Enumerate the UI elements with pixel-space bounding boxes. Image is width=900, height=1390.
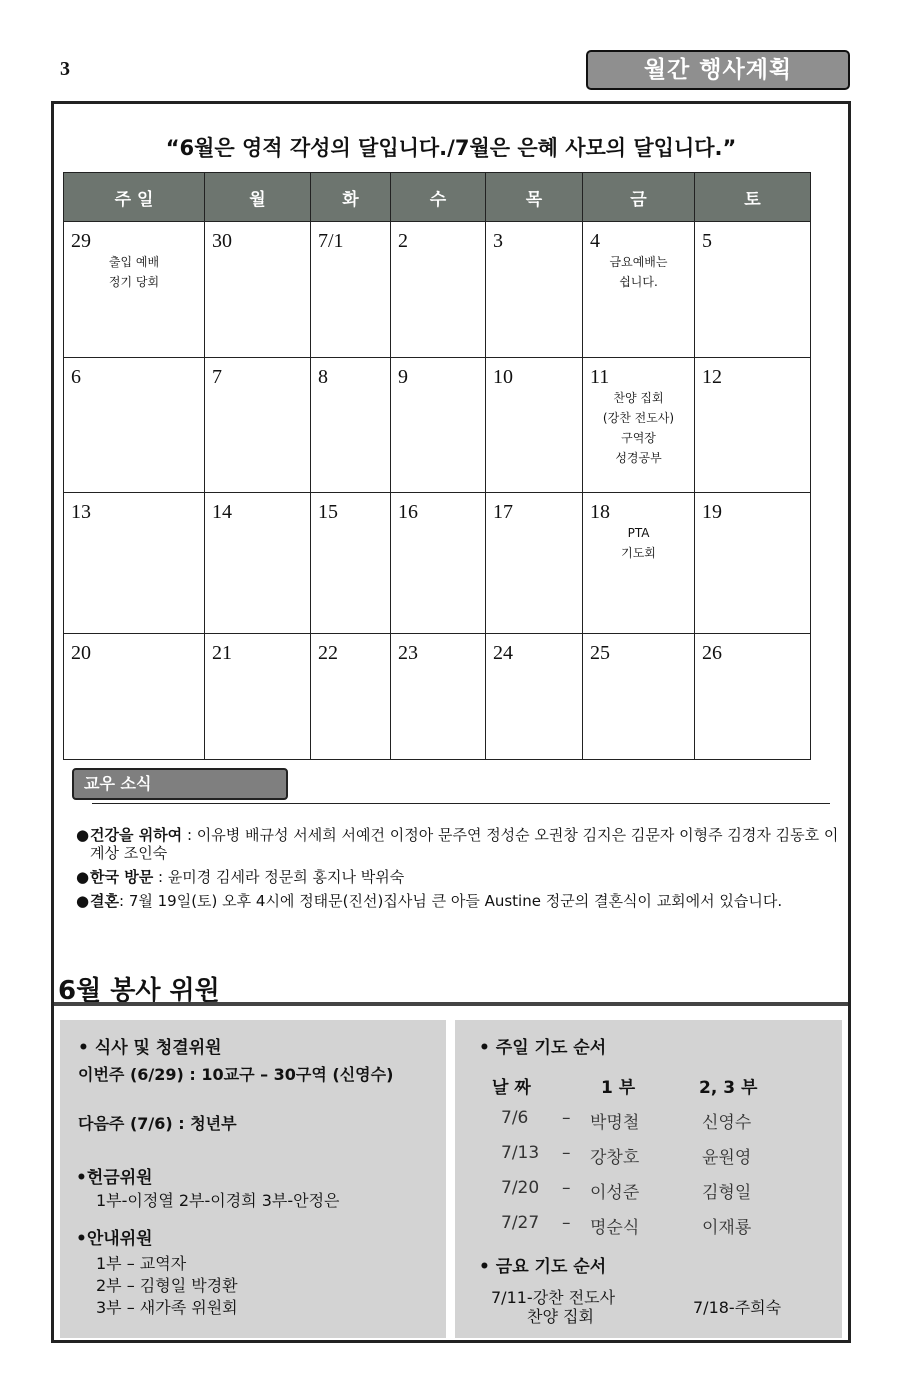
calendar-day-cell bbox=[391, 493, 486, 634]
event-line: 찬양 집회 bbox=[613, 391, 664, 405]
calendar-day-cell bbox=[695, 493, 811, 634]
weekday-tue: 화 bbox=[311, 173, 391, 222]
day-number: 10 bbox=[493, 366, 513, 388]
service-committee-title: 6월 봉사 위원 bbox=[58, 976, 220, 1006]
weekday-thu: 목 bbox=[486, 173, 583, 222]
prayer-first-service: 박명철 bbox=[590, 1113, 640, 1133]
calendar-day-cell bbox=[583, 493, 695, 634]
calendar-day-cell bbox=[486, 358, 583, 493]
calendar-day-cell bbox=[695, 634, 811, 760]
calendar-day-cell bbox=[311, 634, 391, 760]
day-number: 11 bbox=[590, 366, 610, 388]
calendar bbox=[63, 172, 811, 760]
prayer-date: 7/6 bbox=[501, 1108, 529, 1128]
day-number: 29 bbox=[71, 230, 91, 252]
calendar-week bbox=[64, 493, 811, 634]
event-line: 기도회 bbox=[621, 546, 656, 560]
prayer-row bbox=[455, 1143, 842, 1167]
day-number: 13 bbox=[71, 501, 91, 523]
calendar-day-cell bbox=[391, 222, 486, 358]
monthly-theme: “6월은 영적 각성의 달입니다./7월은 은혜 사모의 달입니다.” bbox=[165, 136, 737, 160]
prayer-date: 7/20 bbox=[501, 1178, 540, 1198]
calendar-day-cell bbox=[486, 634, 583, 760]
day-number: 26 bbox=[702, 642, 722, 664]
calendar-day-cell bbox=[583, 222, 695, 358]
divider bbox=[54, 1002, 848, 1006]
prayer-row bbox=[455, 1213, 842, 1237]
calendar-weekday-header bbox=[64, 173, 811, 222]
day-number: 22 bbox=[318, 642, 338, 664]
news-text: 윤미경 김세라 정문희 홍지나 박위숙 bbox=[167, 868, 405, 886]
offering-members: 1부-이정열 2부-이경희 3부-안정은 bbox=[96, 1191, 340, 1210]
bullet-icon: ● bbox=[76, 892, 90, 910]
news-item-wedding bbox=[76, 892, 841, 910]
weekday-sun: 주 일 bbox=[64, 173, 205, 222]
friday-prayer-1-note: 찬양 집회 bbox=[527, 1307, 594, 1326]
prayer-second-third-service: 윤원영 bbox=[702, 1148, 752, 1168]
calendar-day-cell bbox=[391, 634, 486, 760]
column-second-third-service: 2, 3 부 bbox=[699, 1078, 758, 1098]
prayer-dash: – bbox=[562, 1108, 571, 1128]
event-line: PTA bbox=[627, 526, 650, 540]
news-text: 이유병 배규성 서세희 서예건 이정아 문주연 정성순 오권창 김지은 김문자 이형주 김경자 김동호 이계상 조인숙 bbox=[90, 826, 839, 862]
day-number: 14 bbox=[212, 501, 232, 523]
weekday-fri: 금 bbox=[583, 173, 695, 222]
bullet-icon: ● bbox=[76, 868, 90, 886]
page-number: 3 bbox=[60, 58, 70, 80]
content-frame bbox=[51, 101, 851, 1343]
day-number: 24 bbox=[493, 642, 513, 664]
offering-heading: •헌금위원 bbox=[76, 1168, 153, 1188]
day-events bbox=[583, 252, 694, 292]
church-news-list bbox=[76, 826, 841, 916]
news-item-health bbox=[76, 826, 841, 862]
prayer-row bbox=[455, 1108, 842, 1132]
weekday-mon: 월 bbox=[205, 173, 311, 222]
prayer-row bbox=[455, 1178, 842, 1202]
calendar-day-cell bbox=[64, 358, 205, 493]
day-number: 6 bbox=[71, 366, 81, 388]
usher-heading: •안내위원 bbox=[76, 1229, 153, 1249]
day-number: 25 bbox=[590, 642, 610, 664]
prayer-second-third-service: 이재룡 bbox=[702, 1218, 752, 1238]
column-date: 날 짜 bbox=[492, 1078, 531, 1098]
calendar-day-cell bbox=[64, 222, 205, 358]
day-number: 2 bbox=[398, 230, 408, 252]
day-number: 30 bbox=[212, 230, 232, 252]
event-line: 출입 예배 bbox=[108, 255, 160, 269]
day-number: 5 bbox=[702, 230, 712, 252]
prayer-dash: – bbox=[562, 1178, 571, 1198]
calendar-day-cell bbox=[583, 634, 695, 760]
day-events bbox=[583, 388, 694, 468]
divider bbox=[92, 803, 830, 804]
day-number: 17 bbox=[493, 501, 513, 523]
section-header: 월간 행사계획 bbox=[586, 50, 850, 90]
friday-prayer-1: 7/11-강찬 전도사 bbox=[491, 1288, 616, 1307]
day-number: 19 bbox=[702, 501, 722, 523]
news-sep: : bbox=[153, 868, 168, 886]
usher-3: 3부 – 새가족 위원회 bbox=[96, 1298, 238, 1317]
usher-1: 1부 – 교역자 bbox=[96, 1254, 187, 1273]
day-number: 18 bbox=[590, 501, 610, 523]
calendar-week bbox=[64, 358, 811, 493]
event-line: (강찬 전도사) bbox=[602, 411, 675, 425]
day-number: 16 bbox=[398, 501, 418, 523]
friday-prayer-2: 7/18-주희숙 bbox=[693, 1298, 782, 1317]
event-line: 정기 당회 bbox=[108, 275, 160, 289]
friday-prayer-heading: • 금요 기도 순서 bbox=[479, 1257, 607, 1277]
calendar-day-cell bbox=[64, 493, 205, 634]
calendar-day-cell bbox=[391, 358, 486, 493]
day-number: 3 bbox=[493, 230, 503, 252]
prayer-date: 7/27 bbox=[501, 1213, 540, 1233]
usher-2: 2부 – 김형일 박경환 bbox=[96, 1276, 238, 1295]
news-item-korea-visit bbox=[76, 868, 841, 886]
calendar-day-cell bbox=[205, 222, 311, 358]
news-sep: : bbox=[118, 892, 129, 910]
prayer-first-service: 강창호 bbox=[590, 1148, 640, 1168]
event-line: 구역장 bbox=[621, 431, 656, 445]
calendar-week bbox=[64, 634, 811, 760]
calendar-day-cell bbox=[486, 493, 583, 634]
calendar-day-cell bbox=[311, 358, 391, 493]
sunday-prayer-heading: • 주일 기도 순서 bbox=[479, 1038, 607, 1058]
prayer-second-third-service: 신영수 bbox=[702, 1113, 752, 1133]
news-sep: : bbox=[182, 826, 197, 844]
day-number: 23 bbox=[398, 642, 418, 664]
calendar-day-cell bbox=[64, 634, 205, 760]
day-number: 7 bbox=[212, 366, 222, 388]
prayer-second-third-service: 김형일 bbox=[702, 1183, 752, 1203]
news-key: 건강을 위하여 bbox=[90, 826, 183, 844]
calendar-day-cell bbox=[311, 222, 391, 358]
column-first-service: 1 부 bbox=[601, 1078, 636, 1098]
calendar-day-cell bbox=[695, 222, 811, 358]
calendar-day-cell bbox=[205, 358, 311, 493]
news-key: 결혼 bbox=[90, 892, 119, 910]
committee-box bbox=[60, 1020, 446, 1338]
calendar-day-cell bbox=[583, 358, 695, 493]
day-events bbox=[583, 523, 694, 563]
day-number: 9 bbox=[398, 366, 408, 388]
calendar-day-cell bbox=[311, 493, 391, 634]
event-line: 금요예배는 bbox=[609, 255, 668, 269]
prayer-first-service: 명순식 bbox=[590, 1218, 640, 1238]
calendar-day-cell bbox=[695, 358, 811, 493]
day-number: 4 bbox=[590, 230, 600, 252]
news-text: 7월 19일(토) 오후 4시에 정태문(진선)집사님 큰 아들 Austine 정군의 결혼식이 교회에서 있습니다. bbox=[128, 892, 783, 910]
event-line: 쉽니다. bbox=[619, 275, 658, 289]
day-number: 12 bbox=[702, 366, 722, 388]
calendar-week bbox=[64, 222, 811, 358]
weekday-sat: 토 bbox=[695, 173, 811, 222]
meal-next-week: 다음주 (7/6) : 청년부 bbox=[78, 1114, 237, 1133]
day-number: 15 bbox=[318, 501, 338, 523]
event-line: 성경공부 bbox=[615, 451, 662, 465]
prayer-first-service: 이성준 bbox=[590, 1183, 640, 1203]
prayer-date: 7/13 bbox=[501, 1143, 540, 1163]
church-news-label: 교우 소식 bbox=[72, 768, 288, 800]
weekday-wed: 수 bbox=[391, 173, 486, 222]
bullet-icon: ● bbox=[76, 826, 90, 844]
day-events bbox=[64, 252, 204, 292]
day-number: 20 bbox=[71, 642, 91, 664]
prayer-box bbox=[455, 1020, 842, 1338]
day-number: 7/1 bbox=[318, 230, 344, 252]
prayer-dash: – bbox=[562, 1143, 571, 1163]
news-key: 한국 방문 bbox=[90, 868, 154, 886]
calendar-day-cell bbox=[205, 634, 311, 760]
calendar-day-cell bbox=[486, 222, 583, 358]
meal-this-week: 이번주 (6/29) : 10교구 – 30구역 (신영수) bbox=[78, 1065, 394, 1084]
prayer-dash: – bbox=[562, 1213, 571, 1233]
meal-heading: • 식사 및 청결위원 bbox=[78, 1038, 222, 1058]
day-number: 21 bbox=[212, 642, 232, 664]
day-number: 8 bbox=[318, 366, 328, 388]
calendar-day-cell bbox=[205, 493, 311, 634]
